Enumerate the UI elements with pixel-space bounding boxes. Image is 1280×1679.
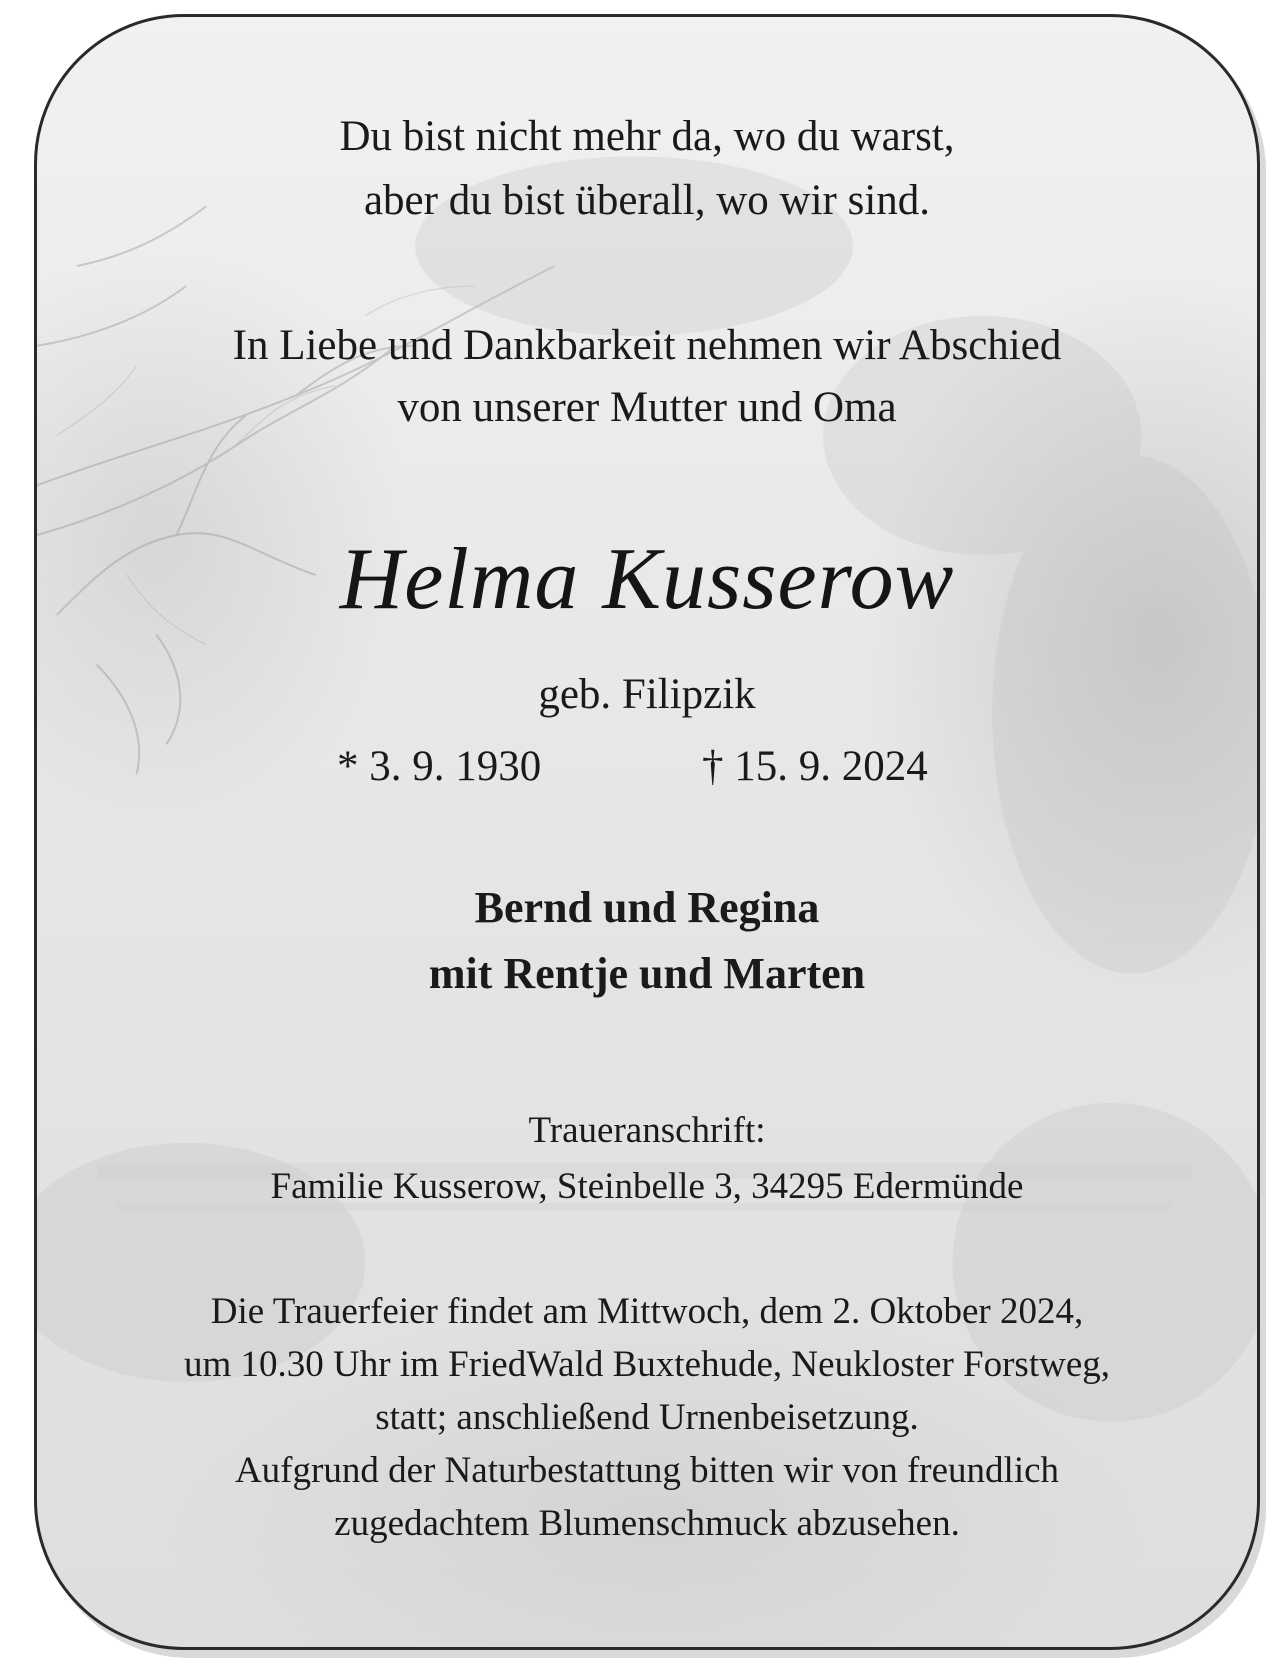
maiden-name: geb. Filipzik (538, 671, 756, 718)
address-value: Familie Kusserow, Steinbelle 3, 34295 Edermünde (270, 1166, 1024, 1207)
mourners-line-1: Bernd und Regina (474, 883, 820, 932)
ceremony-notice (37, 1285, 1257, 1550)
birth-date: * 3. 9. 1930 (337, 743, 542, 790)
verse (37, 105, 1257, 233)
intro-text (37, 315, 1257, 439)
intro-line-1: In Liebe und Dankbarkeit nehmen wir Abschied (232, 322, 1062, 369)
deceased-name: Helma Kusserow (339, 531, 955, 628)
address-label: Traueranschrift: (528, 1110, 766, 1151)
obituary-card (34, 14, 1260, 1650)
ceremony-line-1: Die Trauerfeier findet am Mittwoch, dem 2. Oktober 2024, (210, 1291, 1084, 1332)
ceremony-line-4: Aufgrund der Naturbestattung bitten wir von freundlich (234, 1450, 1060, 1491)
verse-line-2: aber du bist überall, wo wir sind. (363, 177, 931, 224)
mourning-address (37, 1103, 1257, 1215)
ceremony-line-2: um 10.30 Uhr im FriedWald Buxtehude, Neukloster Forstweg, (183, 1344, 1110, 1385)
intro-line-2: von unserer Mutter und Oma (397, 384, 897, 431)
ceremony-line-5: zugedachtem Blumenschmuck abzusehen. (334, 1503, 960, 1544)
death-date: † 15. 9. 2024 (702, 743, 928, 790)
ceremony-line-3: statt; anschließend Urnenbeisetzung. (375, 1397, 919, 1438)
verse-line-1: Du bist nicht mehr da, wo du warst, (339, 113, 955, 160)
mourners (37, 875, 1257, 1007)
mourners-line-2: mit Rentje und Marten (428, 949, 866, 998)
